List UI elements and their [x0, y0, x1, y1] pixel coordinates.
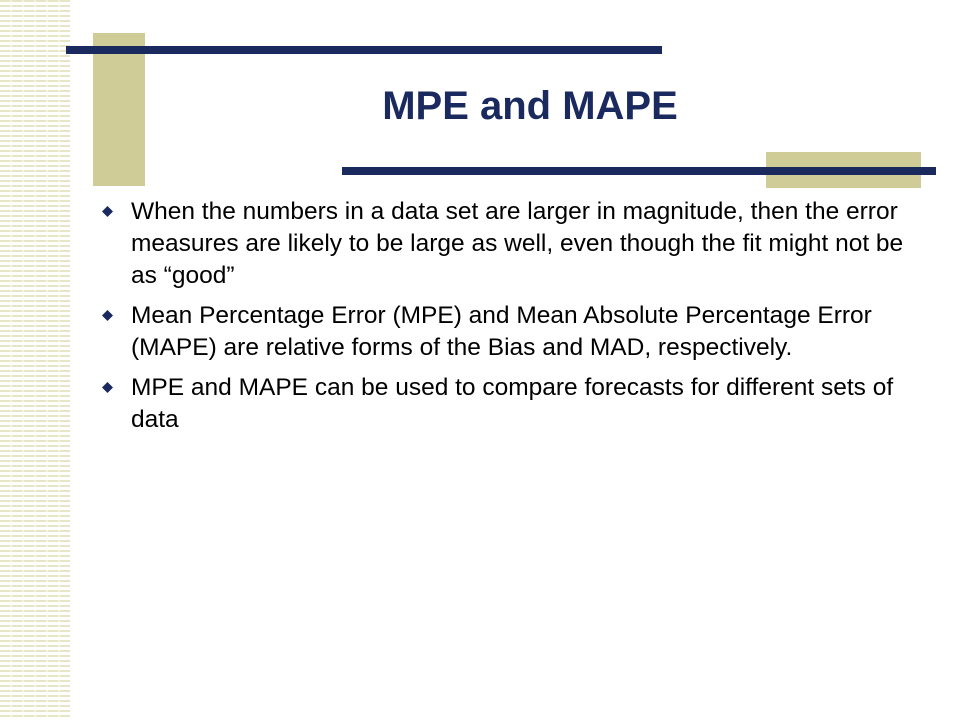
slide-title: MPE and MAPE: [382, 84, 678, 128]
decorative-stripe-band: [0, 0, 70, 720]
decorative-khaki-bar: [93, 33, 145, 186]
decorative-bottom-rule: [342, 167, 936, 175]
diamond-bullet-icon: [102, 382, 113, 393]
bullet-item: [100, 300, 920, 364]
bullet-text: Mean Percentage Error (MPE) and Mean Absolute Percentage Error (MAPE) are relative forms of the Bias and MAD, respectively.: [131, 302, 872, 361]
bullet-list: [100, 196, 920, 444]
bullet-item: [100, 372, 920, 436]
decorative-top-rule: [66, 46, 662, 54]
diamond-bullet-icon: [102, 310, 113, 321]
bullet-text: MPE and MAPE can be used to compare forecasts for different sets of data: [131, 374, 894, 433]
bullet-text: When the numbers in a data set are larger in magnitude, then the error measures are likely to be large as well, even though the fit might not be as “good”: [131, 198, 904, 289]
bullet-item: [100, 196, 920, 292]
diamond-bullet-icon: [102, 206, 113, 217]
